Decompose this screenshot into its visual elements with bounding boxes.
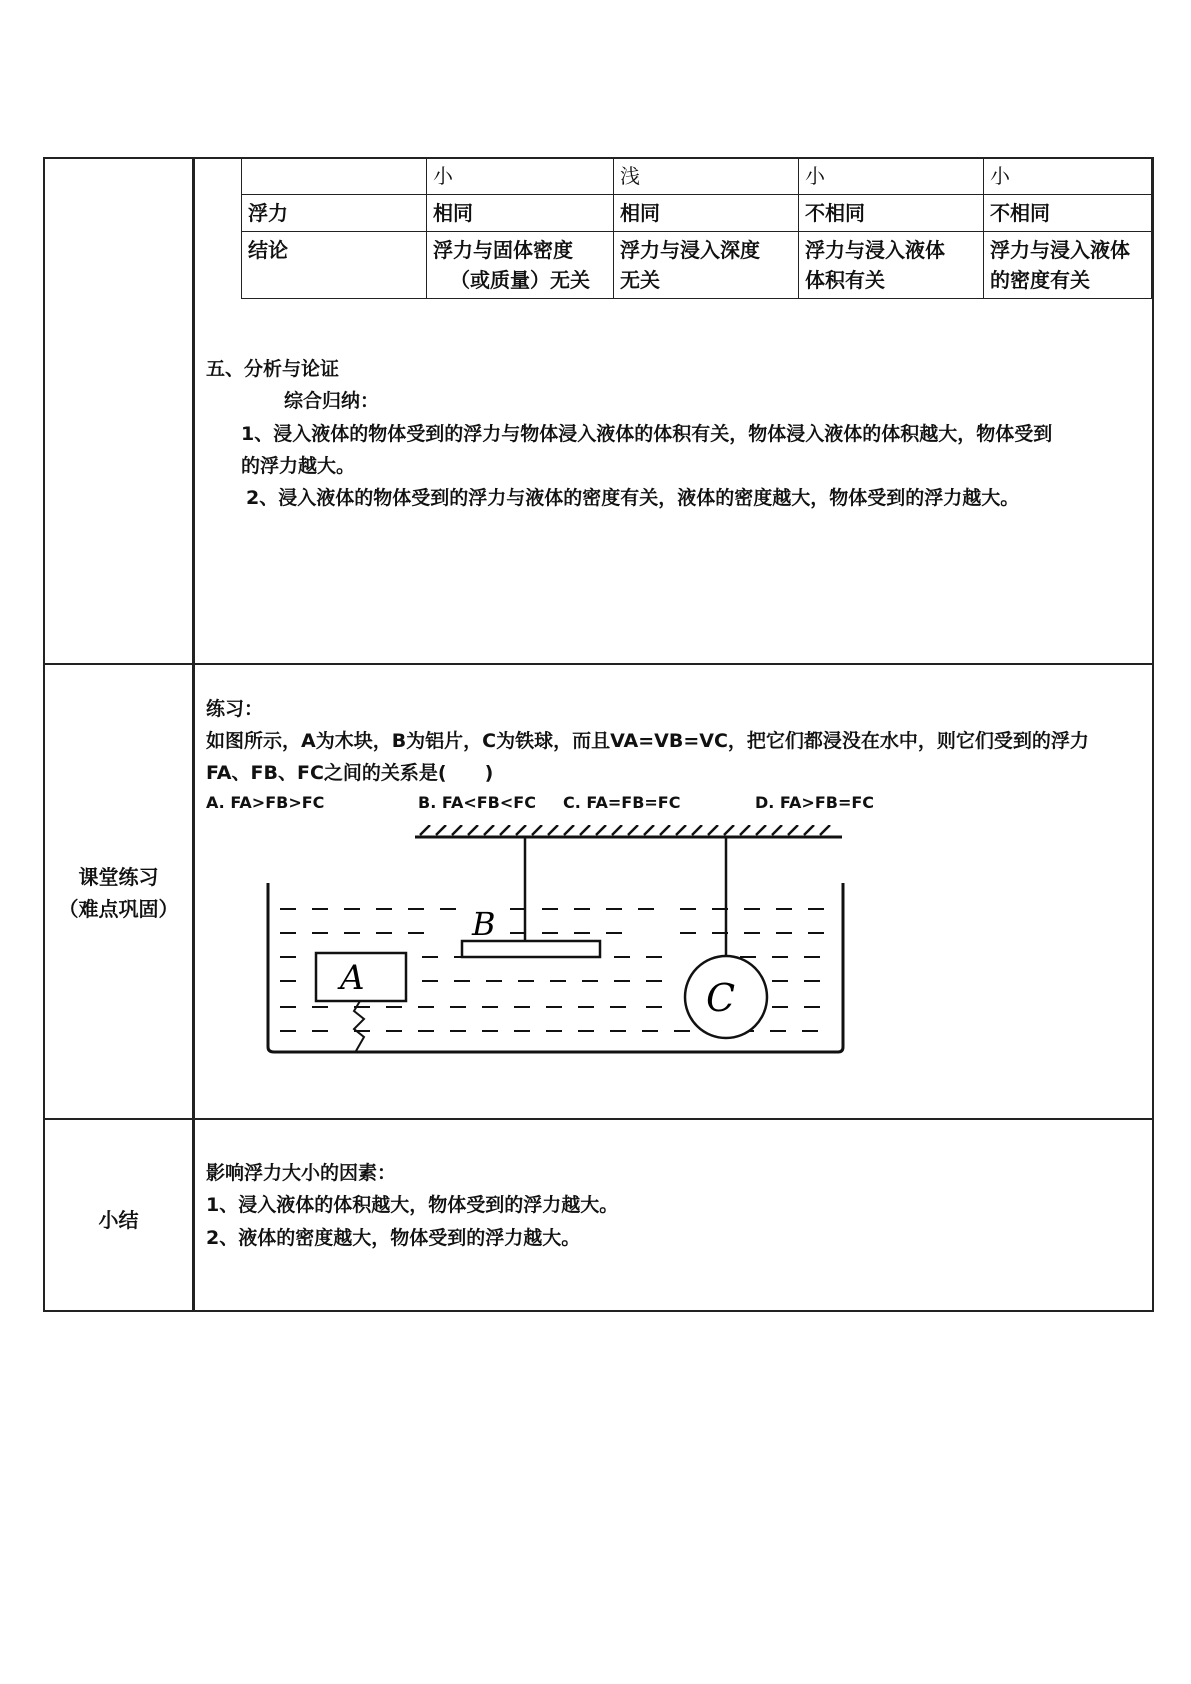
option-d: D. FA>FB=FC bbox=[755, 793, 875, 812]
column-divider bbox=[192, 157, 195, 1312]
table-row-label: 结论 bbox=[242, 232, 427, 299]
anchor-rope bbox=[354, 1001, 364, 1051]
cell-line: 的密度有关 bbox=[990, 268, 1090, 292]
buoyancy-diagram bbox=[260, 825, 860, 1065]
table-cell: 小 bbox=[984, 158, 1152, 195]
table-cell bbox=[984, 232, 1152, 299]
option-a: A. FA>FB>FC bbox=[206, 793, 325, 812]
option-b: B. FA<FB<FC bbox=[418, 793, 536, 812]
table-cell: 小 bbox=[799, 158, 984, 195]
practice-question: 如图所示，A为木块，B为铝片，C为铁球，而且VA=VB=VC，把它们都浸没在水中，则它们受到的浮力 bbox=[206, 730, 1089, 752]
summary-heading: 影响浮力大小的因素： bbox=[206, 1162, 397, 1184]
analysis-point-1-cont: 的浮力越大。 bbox=[241, 455, 356, 477]
table-row-label: 浮力 bbox=[242, 195, 427, 232]
practice-side-sublabel: （难点巩固） bbox=[58, 897, 179, 921]
table-cell: 不相同 bbox=[799, 195, 984, 232]
table-cell bbox=[799, 232, 984, 299]
table-cell bbox=[614, 232, 799, 299]
label-b: B bbox=[472, 905, 496, 943]
label-c: C bbox=[706, 976, 736, 1020]
cell-line: 浮力与浸入深度 bbox=[620, 238, 760, 262]
table-cell: 浅 bbox=[614, 158, 799, 195]
table-cell bbox=[427, 232, 614, 299]
table-row bbox=[242, 232, 1152, 299]
cell-line: 无关 bbox=[620, 268, 660, 292]
summary-point-2: 2、液体的密度越大，物体受到的浮力越大。 bbox=[206, 1227, 581, 1249]
summary-side-label: 小结 bbox=[98, 1208, 139, 1232]
analysis-heading: 五、分析与论证 bbox=[206, 358, 340, 380]
cell-line: 体积有关 bbox=[805, 268, 885, 292]
table-cell: 不相同 bbox=[984, 195, 1152, 232]
table-cell: 小 bbox=[427, 158, 614, 195]
cell-line: （或质量）无关 bbox=[450, 268, 590, 292]
cell-line: 浮力与固体密度 bbox=[433, 238, 573, 262]
label-a: A bbox=[340, 958, 365, 998]
practice-heading: 练习： bbox=[206, 698, 264, 720]
object-b-plate bbox=[462, 941, 600, 957]
table-row bbox=[242, 158, 1152, 195]
table-cell bbox=[242, 158, 427, 195]
cell-line: 浮力与浸入液体 bbox=[805, 238, 945, 262]
results-table bbox=[241, 157, 1152, 299]
table-cell: 相同 bbox=[427, 195, 614, 232]
option-c: C. FA=FB=FC bbox=[563, 793, 681, 812]
table-cell: 相同 bbox=[614, 195, 799, 232]
row-divider-1 bbox=[43, 663, 1154, 665]
row-divider-2 bbox=[43, 1118, 1154, 1120]
cell-line: 浮力与浸入液体 bbox=[990, 238, 1130, 262]
practice-side-label: 课堂练习 bbox=[78, 865, 159, 889]
analysis-point-2: 2、浸入液体的物体受到的浮力与液体的密度有关，液体的密度越大，物体受到的浮力越大。 bbox=[246, 487, 1020, 509]
analysis-subheading: 综合归纳： bbox=[284, 390, 380, 412]
practice-question-cont: FA、FB、FC之间的关系是( ) bbox=[206, 762, 494, 784]
analysis-point-1: 1、浸入液体的物体受到的浮力与物体浸入液体的体积有关，物体浸入液体的体积越大，物体受到 bbox=[241, 423, 1053, 445]
table-row bbox=[242, 195, 1152, 232]
summary-point-1: 1、浸入液体的体积越大，物体受到的浮力越大。 bbox=[206, 1194, 619, 1216]
ceiling-hatch bbox=[415, 825, 842, 837]
